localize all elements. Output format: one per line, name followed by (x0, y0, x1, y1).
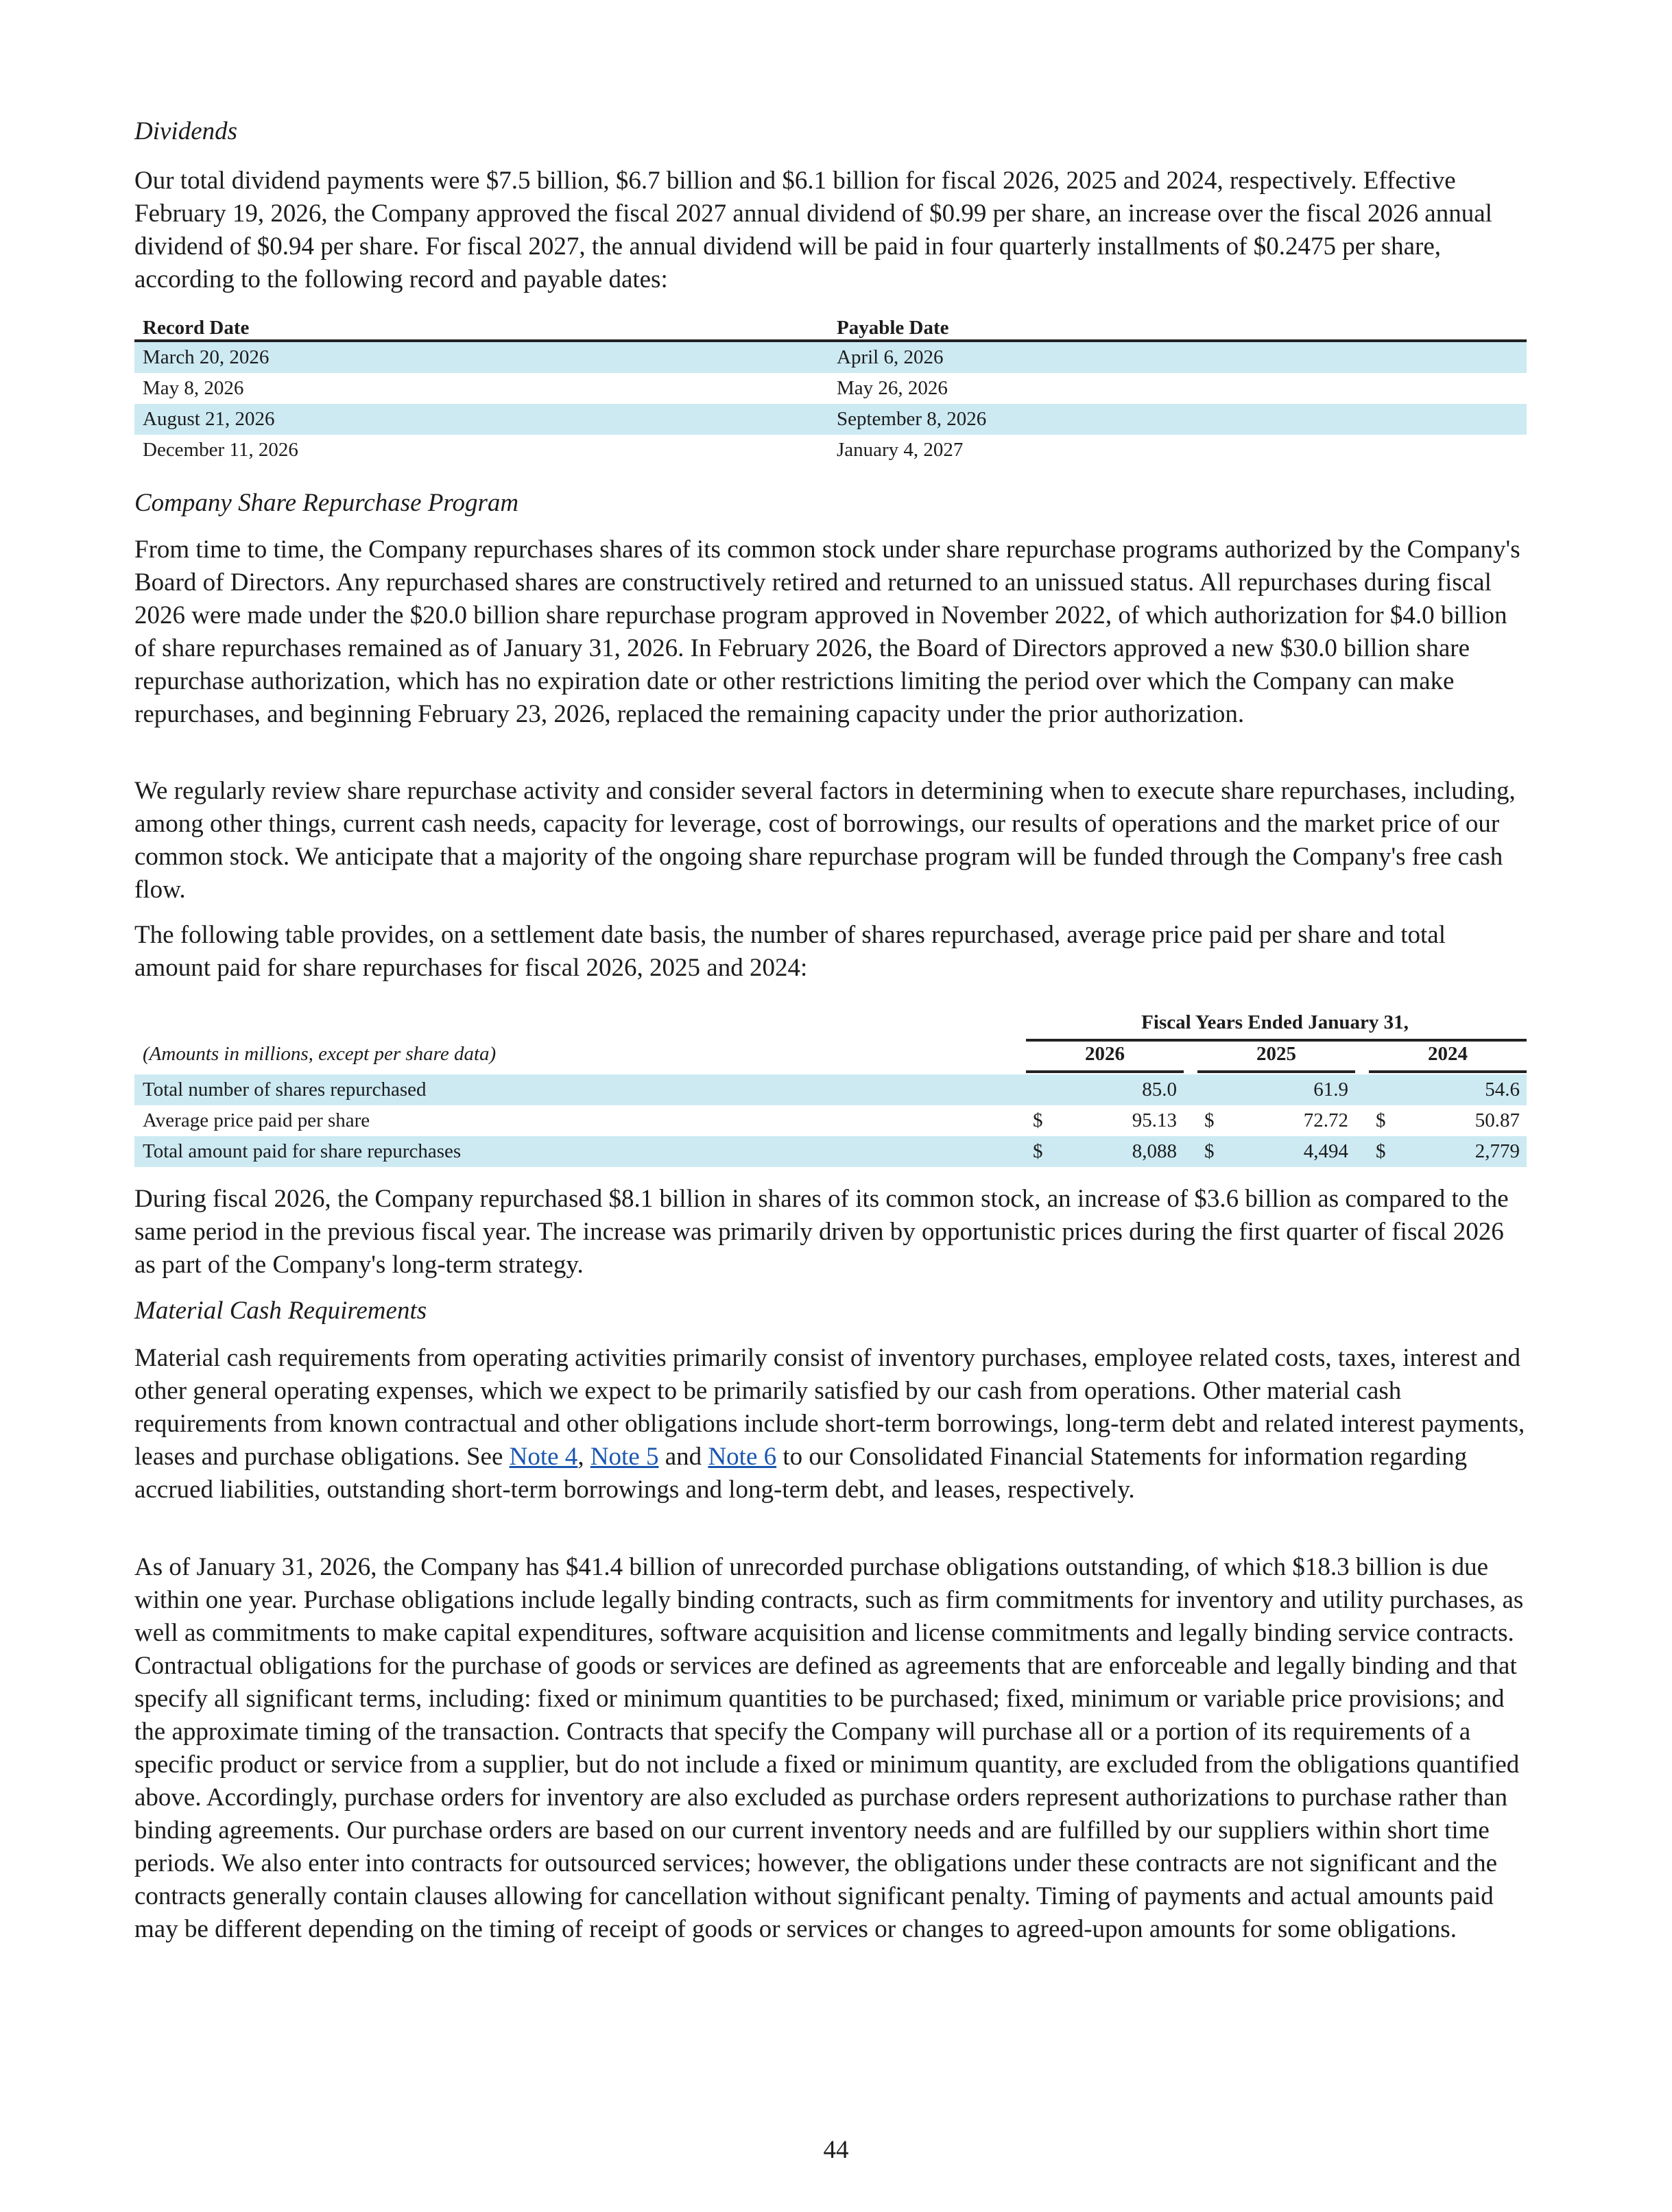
row-label: Average price paid per share (143, 1109, 370, 1131)
record-date-cell: March 20, 2026 (134, 341, 828, 373)
year-header-2025: 2025 (1256, 1043, 1296, 1065)
row-label: Total number of shares repurchased (143, 1079, 427, 1101)
currency-cell: $ (1204, 1140, 1215, 1162)
table-row (134, 404, 1527, 435)
record-date-cell: August 21, 2026 (134, 404, 828, 435)
note-5-link[interactable]: Note 5 (590, 1443, 659, 1471)
year-rule (1026, 1070, 1184, 1073)
value-cell-2026: 95.13 (1132, 1109, 1177, 1131)
dividends-paragraph: Our total dividend payments were $7.5 billion, $6.7 billion and $6.1 billion for fiscal 2026, 2025 and 2024, respectively. Effective February 19, 2026, the Company approved the fiscal 2027 annual dividend of $0.99 per share, an increase over the fiscal 2026 annual dividend of $0.94 per share. For fiscal 2027, the annual dividend will be paid in four quarterly installments of $0.2475 per share, according to the following record and payable dates: (134, 167, 1492, 293)
table-row (134, 435, 1527, 466)
table-row (134, 1136, 1527, 1167)
repurchase-heading: Company Share Repurchase Program (134, 489, 519, 517)
units-label: (Amounts in millions, except per share data) (143, 1043, 497, 1065)
text-span: and (658, 1443, 708, 1471)
payable-date-cell: May 26, 2026 (837, 377, 948, 399)
row-label: Total amount paid for share repurchases (143, 1140, 462, 1162)
year-rule (1197, 1070, 1355, 1073)
table-row (134, 1074, 1527, 1105)
payable-date-cell: April 6, 2026 (828, 341, 1527, 373)
table-row (134, 341, 1527, 373)
record-date-cell: May 8, 2026 (143, 377, 244, 399)
text-span: Material cash requirements from operating activities primarily consist of inventory purchases, employee related costs, taxes, interest and other general operating expenses, which we expect to be primarily satisfied by our cash from operations. Other material cash requirements from known contractual and other obligations include short-term borrowings, long-term debt and related interest payments, leases and purchase obligations. See (134, 1344, 1525, 1471)
material-cash-paragraph-2: As of January 31, 2026, the Company has $41.4 billion of unrecorded purchase obligations outstanding, of which $18.3 billion is due within one year. Purchase obligations include legally binding contracts, such as firm commitments for inventory and utility purchases, as well as commitments to make capital expenditures, software acquisition and license commitments and legally binding service contracts. Contractual obligations for the purchase of goods or services are defined as agreements that are enforceable and legally binding and that specify all significant terms, including: fixed or minimum quantities to be purchased; fixed, minimum or variable price provisions; and the approximate timing of the transaction. Contracts that specify the Company will purchase all or a portion of its requirements of a specific product or service from a supplier, but do not include a fixed or minimum quantity, are excluded from the obligations quantified above. Accordingly, purchase orders for inventory are also excluded as purchase orders represent authorizations to purchase rather than binding agreements. Our purchase orders are based on our current inventory needs and are fulfilled by our suppliers within short time periods. We also enter into contracts for outsourced services; however, the obligations under these contracts are not significant and the contracts generally contain clauses allowing for cancellation without significant penalty. Timing of payments and actual amounts paid may be different depending on the timing of receipt of goods or services or changes to agreed-upon amounts for some obligations. (134, 1553, 1524, 1943)
value-cell-2025: 4,494 (1303, 1140, 1348, 1162)
currency-cell: $ (1033, 1140, 1043, 1162)
record-date-cell: December 11, 2026 (143, 439, 298, 461)
value-cell-2025: 61.9 (1313, 1079, 1348, 1101)
dividends-heading: Dividends (134, 117, 238, 145)
fiscal-years-header: Fiscal Years Ended January 31, (1141, 1011, 1409, 1033)
page-number: 44 (823, 2136, 849, 2164)
value-cell-2025: 72.72 (1303, 1109, 1348, 1131)
currency-cell: $ (1204, 1109, 1215, 1131)
value-cell-2024: 50.87 (1474, 1109, 1520, 1131)
note-6-link[interactable]: Note 6 (708, 1443, 777, 1471)
material-cash-heading: Material Cash Requirements (134, 1297, 427, 1325)
repurchase-paragraph-3: The following table provides, on a settlement date basis, the number of shares repurchased, average price paid per share and total amount paid for share repurchases for fiscal 2026, 2025 and 2024: (134, 921, 1446, 982)
year-header-2024: 2024 (1428, 1043, 1468, 1065)
text-span: , (577, 1443, 590, 1471)
material-cash-paragraph-1 (134, 1342, 1527, 1506)
payable-date-cell: January 4, 2027 (837, 439, 964, 461)
text-span: to our Consolidated Financial Statements for information regarding accrued liabilities, outstanding short-term borrowings and long-term debt, and leases, respectively. (134, 1443, 1468, 1504)
value-cell-2024: 54.6 (1485, 1079, 1520, 1101)
currency-cell: $ (1376, 1109, 1386, 1131)
currency-cell: $ (1033, 1109, 1043, 1131)
header-payable-date: Payable Date (828, 312, 1527, 341)
value-cell-2026: 8,088 (1132, 1140, 1177, 1162)
repurchase-after-paragraph: During fiscal 2026, the Company repurchased $8.1 billion in shares of its common stock, an increase of $3.6 billion as compared to the same period in the previous fiscal year. The increase was primarily driven by opportunistic prices during the first quarter of fiscal 2026 as part of the Company's long-term strategy. (134, 1185, 1509, 1279)
table-row (134, 1105, 1527, 1136)
year-rule (1369, 1070, 1527, 1073)
repurchase-paragraph-1: From time to time, the Company repurchases shares of its common stock under share repurchase programs authorized by the Company's Board of Directors. Any repurchased shares are constructively retired and returned to an unissued status. All repurchases during fiscal 2026 were made under the $20.0 billion share repurchase program approved in November 2022, of which authorization for $4.0 billion of share repurchases remained as of January 31, 2026. In February 2026, the Board of Directors approved a new $30.0 billion share repurchase authorization, which has no expiration date or other restrictions limiting the period over which the Company can make repurchases, and beginning February 23, 2026, replaced the remaining capacity under the prior authorization. (134, 536, 1520, 728)
table-row (134, 373, 1527, 404)
header-rule (1026, 1039, 1527, 1042)
currency-cell: $ (1376, 1140, 1386, 1162)
year-header-2026: 2026 (1085, 1043, 1125, 1065)
value-cell-2026: 85.0 (1142, 1079, 1177, 1101)
note-4-link[interactable]: Note 4 (509, 1443, 578, 1471)
payable-date-cell: September 8, 2026 (828, 404, 1527, 435)
header-record-date: Record Date (134, 312, 828, 341)
dividend-dates-table (134, 312, 1527, 466)
value-cell-2024: 2,779 (1474, 1140, 1520, 1162)
repurchase-paragraph-2: We regularly review share repurchase activity and consider several factors in determining when to execute share repurchases, including, among other things, current cash needs, capacity for leverage, cost of borrowings, our results of operations and the market price of our common stock. We anticipate that a majority of the ongoing share repurchase program will be funded through the Company's free cash flow. (134, 777, 1516, 904)
